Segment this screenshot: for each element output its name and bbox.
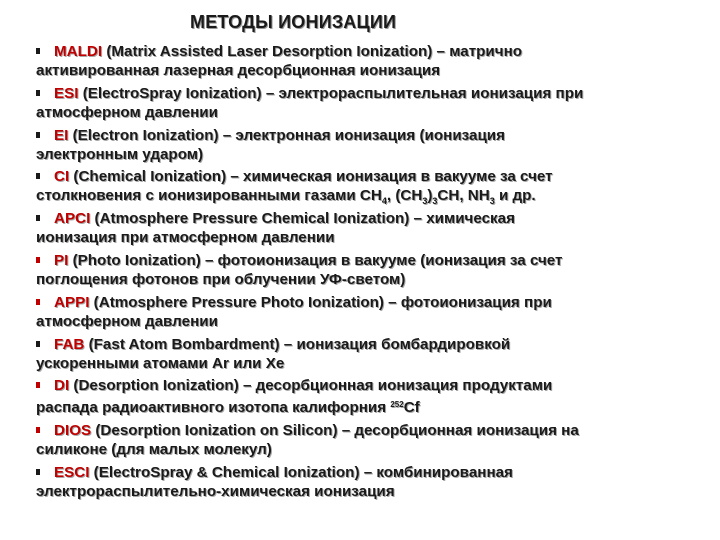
item-text-continued: атмосферном давлении — [36, 312, 218, 330]
item-text: (Photo Ionization) – фотоионизация в вакууме (ионизация за счет — [68, 251, 563, 269]
list-item-ci — [36, 167, 706, 205]
acronym: CI — [54, 168, 70, 186]
list-item-di — [36, 376, 706, 417]
bullet-icon — [36, 90, 40, 96]
item-text: (Chemical Ionization) – химическая ионизация в вакууме за счет — [69, 168, 553, 186]
item-text-continued: электронным ударом) — [36, 145, 204, 163]
item-text-continued: электрораспылительно-химическая ионизация — [36, 482, 395, 500]
item-text: (Atmosphere Pressure Chemical Ionization) – химическая — [90, 210, 515, 228]
list-item-apci — [36, 209, 706, 247]
item-text-continued: столкновения с ионизированными газами $CH_4$, $(CH_3)_3CH$, $NH_3$ и др. — [36, 187, 536, 207]
list-item-esi — [36, 84, 706, 122]
item-text: (ElectroSpray Ionization) – электрораспылительная ионизация при — [78, 84, 584, 102]
item-text: (ElectroSpray & Chemical Ionization) – комбинированная — [89, 463, 513, 481]
item-text: (Atmosphere Pressure Photo Ionization) – фотоионизация при — [89, 293, 552, 311]
list-item-dios — [36, 421, 706, 459]
item-text-continued: распада радиоактивного изотопа калифорния $^{252}$Cf — [36, 399, 420, 417]
item-text-continued: атмосферном давлении — [36, 103, 218, 121]
bullet-icon — [36, 257, 40, 263]
item-text-continued: силиконе (для малых молекул) — [36, 441, 272, 459]
acronym: APPI — [54, 293, 90, 311]
item-text-continued: ускоренными атомами Ar или Xe — [36, 354, 285, 372]
item-text-continued: активированная лазерная десорбционная ионизация — [36, 62, 441, 79]
acronym: EI — [54, 126, 69, 144]
list-item-esci — [36, 463, 706, 501]
acronym: DIOS — [54, 422, 92, 440]
bullet-icon — [36, 215, 40, 221]
item-text: (Desorption Ionization) – десорбционная ионизация продуктами — [69, 377, 553, 395]
acronym: APCI — [54, 210, 91, 228]
bullet-icon — [36, 382, 40, 388]
bullet-icon — [36, 48, 40, 54]
bullet-icon — [36, 132, 40, 138]
list-item-fab — [36, 335, 706, 373]
bullet-icon — [36, 469, 40, 475]
acronym: ESI — [54, 84, 79, 102]
item-text: (Desorption Ionization on Silicon) – десорбционная ионизация на — [91, 422, 579, 440]
acronym: MALDI — [54, 43, 103, 60]
list-item-maldi — [36, 42, 706, 80]
ionization-methods-list — [36, 42, 706, 505]
list-item-appi — [36, 293, 706, 331]
bullet-icon — [36, 341, 40, 347]
list-item-ei — [36, 126, 706, 164]
bullet-icon — [36, 427, 40, 433]
item-text: (Fast Atom Bombardment) – ионизация бомбардировкой — [84, 335, 511, 353]
slide-title: МЕТОДЫ ИОНИЗАЦИИ — [190, 12, 397, 32]
bullet-icon — [36, 173, 40, 179]
item-text-continued: поглощения фотонов при облучении УФ-светом) — [36, 270, 406, 288]
acronym: PI — [54, 251, 69, 269]
item-text: (Electron Ionization) – электронная ионизация (ионизация — [68, 126, 505, 144]
list-item-pi — [36, 251, 706, 289]
bullet-icon — [36, 299, 40, 305]
item-text: (Matrix Assisted Laser Desorption Ionization) – матрично — [102, 43, 523, 60]
acronym: DI — [54, 377, 70, 395]
acronym: FAB — [54, 335, 85, 353]
acronym: ESCI — [54, 463, 90, 481]
item-text-continued: ионизация при атмосферном давлении — [36, 229, 335, 247]
